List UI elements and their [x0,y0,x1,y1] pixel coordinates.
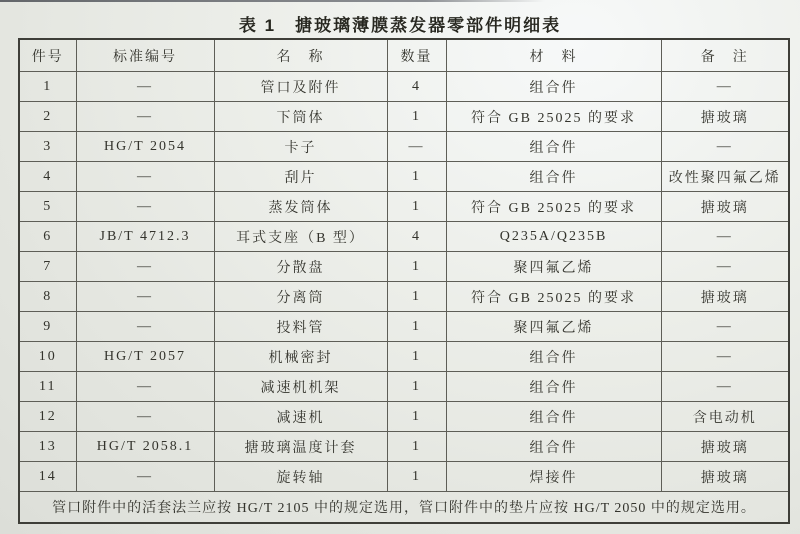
table-cell: 含电动机 [661,402,789,432]
table-row [19,402,789,432]
table-cell: — [76,372,214,402]
table-row [19,462,789,492]
table-cell: — [387,132,446,162]
table-cell: 1 [387,462,446,492]
table-cell: — [76,252,214,282]
table-cell: 分散盘 [214,252,387,282]
table-cell: 减速机 [214,402,387,432]
table-cell: 搪玻璃 [661,432,789,462]
table-cell: — [76,462,214,492]
header-remarks: 备 注 [661,39,789,72]
table-cell: 9 [19,312,76,342]
table-cell: 1 [387,252,446,282]
table-row [19,432,789,462]
table-cell: Q235A/Q235B [446,222,661,252]
table-cell: 5 [19,192,76,222]
table-cell: — [661,252,789,282]
table-row [19,252,789,282]
table-cell: 搪玻璃 [661,282,789,312]
table-cell: 管口及附件 [214,72,387,102]
table-cell: — [661,222,789,252]
table-cell: — [661,132,789,162]
table-cell: 机械密封 [214,342,387,372]
table-cell: 4 [19,162,76,192]
table-cell: 符合 GB 25025 的要求 [446,102,661,132]
table-cell: — [661,72,789,102]
table-row [19,342,789,372]
table-cell: 旋转轴 [214,462,387,492]
table-cell: — [76,72,214,102]
header-name: 名 称 [214,39,387,72]
table-cell: 耳式支座（B 型） [214,222,387,252]
table-cell: 下筒体 [214,102,387,132]
footnote-row [19,492,789,524]
table-cell: 1 [387,372,446,402]
table-cell: 1 [19,72,76,102]
table-cell: 分离筒 [214,282,387,312]
table-footnote: 管口附件中的活套法兰应按 HG/T 2105 中的规定选用，管口附件中的垫片应按 HG/T 2050 中的规定选用。 [19,492,789,524]
table-cell: 卡子 [214,132,387,162]
table-body [19,72,789,492]
table-cell: HG/T 2058.1 [76,432,214,462]
table-cell: 1 [387,102,446,132]
table-title: 表 1 搪玻璃薄膜蒸发器零部件明细表 [238,16,562,35]
table-cell: 刮片 [214,162,387,192]
table-cell: 搪玻璃 [661,462,789,492]
table-cell: 组合件 [446,162,661,192]
table-cell: — [76,102,214,132]
table-cell: 1 [387,282,446,312]
table-cell: 11 [19,372,76,402]
table-cell: 13 [19,432,76,462]
table-cell: 组合件 [446,132,661,162]
table-row [19,282,789,312]
table-cell: 14 [19,462,76,492]
header-row [19,39,789,72]
table-cell: — [76,402,214,432]
table-cell: 组合件 [446,342,661,372]
table-row [19,372,789,402]
table-cell: 改性聚四氟乙烯 [661,162,789,192]
table-cell: 1 [387,192,446,222]
table-cell: 10 [19,342,76,372]
table-cell: 组合件 [446,402,661,432]
table-cell: 1 [387,432,446,462]
scan-edge-artifact [0,0,545,2]
table-row [19,312,789,342]
table-cell: 焊接件 [446,462,661,492]
table-cell: 6 [19,222,76,252]
table-cell: 组合件 [446,372,661,402]
table-cell: 搪玻璃 [661,192,789,222]
table-row [19,72,789,102]
header-standard-code: 标准编号 [76,39,214,72]
table-cell: 组合件 [446,72,661,102]
table-cell: 2 [19,102,76,132]
table-cell: 1 [387,342,446,372]
table-cell: 蒸发筒体 [214,192,387,222]
header-quantity: 数量 [387,39,446,72]
table-row [19,222,789,252]
table-cell: 4 [387,72,446,102]
table-cell: 聚四氟乙烯 [446,252,661,282]
table-cell: JB/T 4712.3 [76,222,214,252]
table-cell: 符合 GB 25025 的要求 [446,192,661,222]
table-row [19,192,789,222]
table-cell: 搪玻璃温度计套 [214,432,387,462]
table-row [19,162,789,192]
table-cell: 符合 GB 25025 的要求 [446,282,661,312]
table-cell: 4 [387,222,446,252]
table-cell: 投料管 [214,312,387,342]
table-cell: 7 [19,252,76,282]
table-cell: HG/T 2057 [76,342,214,372]
table-cell: — [661,312,789,342]
table-cell: — [76,312,214,342]
table-cell: — [76,162,214,192]
table-cell: 聚四氟乙烯 [446,312,661,342]
table-cell: 搪玻璃 [661,102,789,132]
table-cell: 1 [387,312,446,342]
header-material: 材 料 [446,39,661,72]
table-cell: — [661,372,789,402]
table-row [19,102,789,132]
table-cell: 组合件 [446,432,661,462]
table-cell: 1 [387,402,446,432]
table-cell: — [76,282,214,312]
table-cell: HG/T 2054 [76,132,214,162]
table-cell: — [661,342,789,372]
parts-table [18,38,790,524]
table-cell: — [76,192,214,222]
table-cell: 12 [19,402,76,432]
header-part-number: 件号 [19,39,76,72]
table-cell: 1 [387,162,446,192]
table-row [19,132,789,162]
table-cell: 减速机机架 [214,372,387,402]
table-cell: 8 [19,282,76,312]
table-cell: 3 [19,132,76,162]
